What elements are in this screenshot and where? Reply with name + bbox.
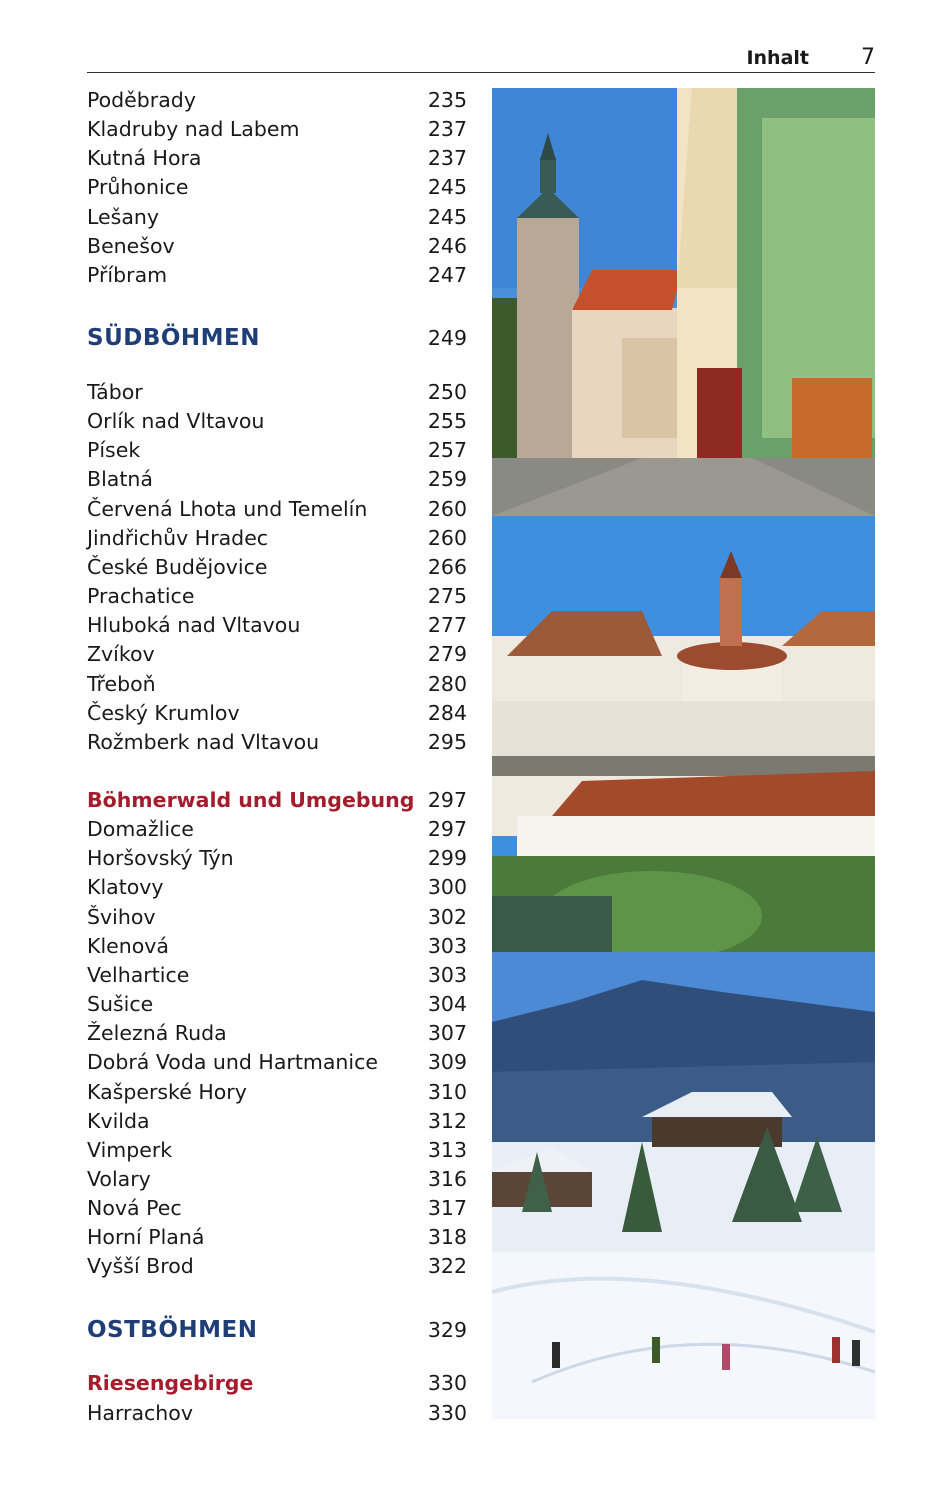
toc-label: Volary [87,1166,151,1191]
toc-page-number: 260 [427,496,467,521]
toc-label: Průhonice [87,175,189,200]
toc-page-number: 275 [427,584,467,609]
toc-entry [87,1136,467,1164]
toc-label: Orlík nad Vltavou [87,409,265,434]
toc-entry [87,728,467,756]
toc-label: Zvíkov [87,642,155,667]
toc-label: Nová Pec [87,1196,182,1221]
toc-page-number: 257 [427,438,467,463]
toc-entry [87,844,467,872]
toc-page-number: 250 [427,380,467,404]
toc-label: Kvilda [87,1108,150,1133]
toc-entry [87,990,467,1018]
toc-label: Horšovský Týn [87,846,234,871]
castle-photo [492,516,875,952]
toc-label: Švihov [87,904,156,929]
toc-page-number: 260 [427,525,467,550]
toc-page-number: 312 [427,1108,467,1133]
toc-page-number: 237 [427,117,467,142]
toc-entry [87,932,467,960]
toc-entry [87,407,467,435]
toc-label: Vyšší Brod [87,1254,194,1279]
toc-page-number: 313 [427,1137,467,1162]
toc-page-number: 309 [427,1050,467,1075]
toc-page-number: 245 [427,175,467,200]
toc-page-number: 299 [427,846,467,871]
toc-page-number: 297 [427,817,467,842]
page-number: 7 [861,45,875,70]
toc-page-number: 300 [427,875,467,900]
toc-page-number: 297 [427,788,467,812]
toc-page-number: 316 [427,1166,467,1191]
toc-entry [87,115,467,143]
toc-subsection-heading [87,786,467,814]
toc-entry [87,378,467,406]
toc-section-heading [87,1316,467,1344]
toc-label: České Budějovice [87,554,268,579]
toc-entry [87,1019,467,1047]
toc-label: Benešov [87,233,175,258]
toc-entry [87,873,467,901]
toc-entry [87,1194,467,1222]
toc-entry [87,436,467,464]
toc-label: Rožmberk nad Vltavou [87,729,320,754]
toc-label: Český Krumlov [87,700,240,725]
toc-label: Domažlice [87,817,194,842]
toc-page-number: 277 [427,613,467,638]
toc-label: Böhmerwald und Umgebung [87,788,415,812]
toc-label: Sušice [87,992,154,1017]
toc-page-number: 317 [427,1196,467,1221]
toc-label: Velhartice [87,962,190,987]
toc-page-number: 259 [427,467,467,492]
toc-entry [87,524,467,552]
toc-entry [87,961,467,989]
toc-entry [87,1399,467,1427]
toc-page-number: 279 [427,642,467,667]
toc-page-number: 303 [427,962,467,987]
toc-entry [87,640,467,668]
toc-label: Poděbrady [87,88,196,112]
toc-label: Harrachov [87,1401,193,1425]
toc-page-number: 284 [427,700,467,725]
toc-page-number: 266 [427,554,467,579]
toc-section-heading [87,324,467,352]
toc-page-number: 255 [427,409,467,434]
toc-label: Kašperské Hory [87,1079,247,1104]
toc-label: Třeboň [87,671,156,696]
toc-label: SÜDBÖHMEN [87,325,261,351]
toc-entry [87,1223,467,1251]
toc-label: Lešany [87,204,160,229]
toc-label: Klenová [87,933,169,958]
toc-entry [87,553,467,581]
toc-label: Riesengebirge [87,1371,254,1395]
photo-column [492,88,875,1419]
toc-entry [87,1107,467,1135]
toc-label: Kladruby nad Labem [87,117,300,142]
toc-page-number: 322 [427,1254,467,1279]
toc-label: Vimperk [87,1137,173,1162]
toc-label: Prachatice [87,584,195,609]
header-title: Inhalt [746,47,809,69]
toc-entry [87,815,467,843]
toc-label: Železná Ruda [87,1021,227,1046]
toc-page-number: 235 [427,88,467,112]
toc-page-number: 329 [427,1318,467,1342]
toc-label: Dobrá Voda und Hartmanice [87,1050,378,1075]
toc-entry [87,611,467,639]
toc-label: Písek [87,438,141,463]
toc-label: Jindřichův Hradec [87,525,269,550]
toc-entry [87,1252,467,1280]
toc-entry [87,699,467,727]
toc-label: Kutná Hora [87,146,202,171]
town-street-photo [492,88,875,516]
toc-label: OSTBÖHMEN [87,1317,258,1343]
toc-page-number: 302 [427,904,467,929]
toc-label: Tábor [87,380,143,404]
toc-label: Klatovy [87,875,164,900]
toc-entry [87,1078,467,1106]
toc-entry [87,1165,467,1193]
toc-page-number: 330 [427,1401,467,1425]
toc-entry [87,232,467,260]
toc-label: Horní Planá [87,1225,205,1250]
toc-label: Hluboká nad Vltavou [87,613,301,638]
toc-entry [87,465,467,493]
toc-page-number: 280 [427,671,467,696]
winter-landscape-photo [492,952,875,1419]
toc-page-number: 245 [427,204,467,229]
toc-entry [87,203,467,231]
toc-entry [87,173,467,201]
toc-page-number: 307 [427,1021,467,1046]
toc-page-number: 304 [427,992,467,1017]
toc-entry [87,495,467,523]
toc-page-number: 303 [427,933,467,958]
toc-subsection-heading [87,1369,467,1397]
toc-page-number: 249 [427,326,467,350]
toc-page-number: 295 [427,729,467,754]
toc-entry [87,582,467,610]
toc-label: Červená Lhota und Temelín [87,496,368,521]
page-header [87,44,875,73]
toc-entry [87,261,467,289]
toc-entry [87,144,467,172]
toc-entry [87,670,467,698]
toc-page-number: 318 [427,1225,467,1250]
toc-label: Příbram [87,262,168,287]
toc-page-number: 310 [427,1079,467,1104]
toc-entry [87,1048,467,1076]
toc-page-number: 246 [427,233,467,258]
toc-page-number: 330 [427,1371,467,1395]
toc-entry [87,903,467,931]
toc-label: Blatná [87,467,153,492]
toc-page-number: 247 [427,262,467,287]
toc-page-number: 237 [427,146,467,171]
toc-entry [87,86,467,114]
